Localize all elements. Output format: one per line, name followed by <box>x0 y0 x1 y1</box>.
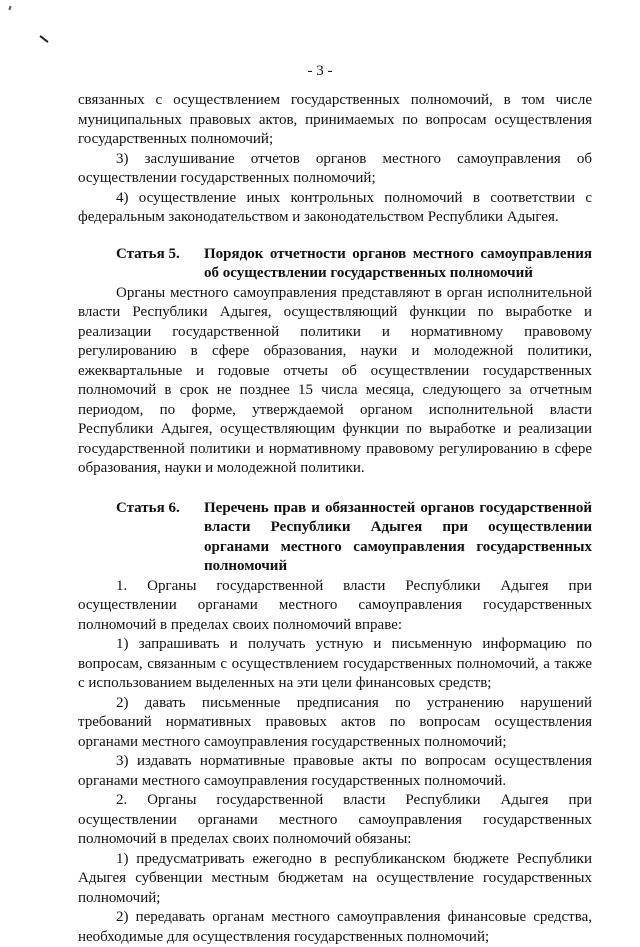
article-5-heading <box>78 245 592 284</box>
scan-mark <box>8 6 11 10</box>
paragraph: 4) осуществление иных контрольных полномочий в соответствии с федеральным законодательством и законодательством Республики Адыгея. <box>78 189 592 225</box>
article-title: Порядок отчетности органов местного самоуправления об осуществлении государственных полномочий <box>204 245 592 281</box>
document-body <box>78 91 592 947</box>
paragraph: 1) запрашивать и получать устную и письменную информацию по вопросам, связанным с осуществлением государственных полномочий, а также с использованием выделенных на эти цели финансовых средств; <box>78 636 592 691</box>
scan-mark <box>39 35 48 43</box>
paragraph: 3) заслушивание отчетов органов местного самоуправления об осуществлении государственных полномочий; <box>78 150 592 186</box>
paragraph: Органы местного самоуправления представляют в орган исполнительной власти Республики Адыгея, осуществляющий функции по выработке и реализации государственной политики и нормативному правовому регулированию в сфере образования, науки и молодежной политики, ежеквартальные и годовые отчеты об осуществлении государственных полномочий в срок не позднее 15 числа месяца, следующего за отчетным периодом, по форме, утверждаемой органом исполнительной власти Республики Адыгея, осуществляющим функции по выработке и реализации государственной политики и нормативному правовому регулированию в сфере образования, науки и молодежной политики. <box>78 284 592 476</box>
article-title: Перечень прав и обязанностей органов государственной власти Республики Адыгея при осуществлении органами местного самоуправления государственных полномочий <box>204 499 592 574</box>
paragraph: 1. Органы государственной власти Республики Адыгея при осуществлении органами местного самоуправления государственных полномочий в пределах своих полномочий вправе: <box>78 577 592 633</box>
article-label: Статья 6. <box>116 499 180 516</box>
paragraph: 2) передавать органам местного самоуправления финансовые средства, необходимые для осуществления государственных полномочий; <box>78 909 592 945</box>
article-label: Статья 5. <box>116 245 180 262</box>
article-6-heading <box>78 499 592 577</box>
paragraph: связанных с осуществлением государственных полномочий, в том числе муниципальных правовых актов, принимаемых по вопросам осуществления государственных полномочий; <box>78 92 592 147</box>
paragraph: 1) предусматривать ежегодно в республиканском бюджете Республики Адыгея субвенции местным бюджетам на осуществление государственных полномочий; <box>78 850 592 906</box>
page-number: - 3 - <box>307 63 333 79</box>
paragraph: 2) давать письменные предписания по устранению нарушений требований нормативных правовых актов по вопросам осуществления органами местного самоуправления государственных полномочий; <box>78 694 592 750</box>
paragraph: 2. Органы государственной власти Республики Адыгея при осуществлении органами местного самоуправления государственных полномочий в пределах своих полномочий обязаны: <box>78 792 592 847</box>
paragraph: 3) издавать нормативные правовые акты по вопросам осуществления органами местного самоуправления государственных полномочий. <box>78 753 592 789</box>
